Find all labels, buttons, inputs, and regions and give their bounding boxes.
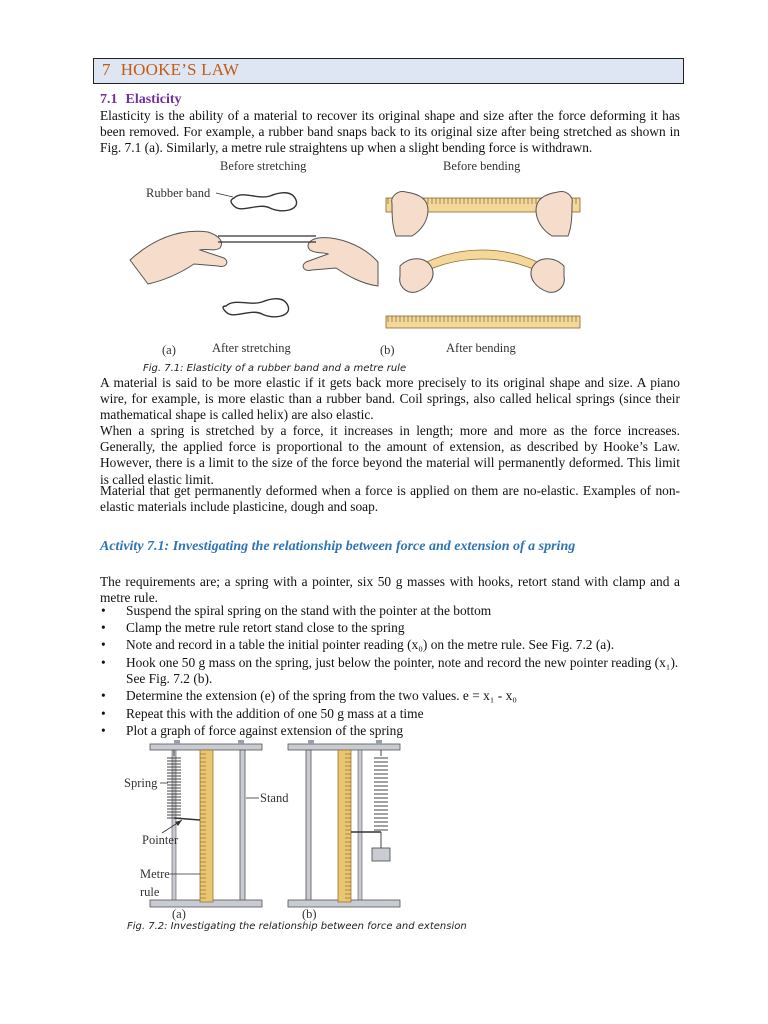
figure-7-1-caption: Fig. 7.1: Elasticity of a rubber band and a metre rule: [143, 363, 407, 374]
chapter-heading-box: [93, 58, 684, 84]
label-before-bending: Before bending: [443, 159, 521, 173]
list-item: • Plot a graph of force against extension of the spring: [101, 722, 404, 738]
bullet: •: [101, 620, 106, 636]
bullet: •: [101, 603, 106, 618]
hands-stretching-icon: [130, 231, 378, 286]
bullet: •: [101, 688, 106, 704]
spring-a-icon: [167, 750, 200, 820]
label-after-bending: After bending: [446, 341, 516, 355]
list-item: • Determine the extension (e) of the spring from the two values. e = x₁ - x₀: [101, 688, 517, 704]
list-item: • Suspend the spiral spring on the stand with the pointer at the bottom: [101, 603, 492, 618]
section-number: 7.1: [100, 92, 118, 107]
activity-steps-list: [100, 603, 680, 740]
figure-7-2: [120, 740, 420, 922]
section-heading: [100, 92, 182, 108]
rubber-band-after-icon: [223, 299, 289, 317]
label-before-stretching: Before stretching: [220, 159, 307, 173]
rubber-band-loose-icon: [231, 193, 297, 211]
list-item: • Note and record in a table the initial pointer reading (x₀) on the metre rule. See Fig. 7.2 (a).: [101, 637, 615, 653]
label-pointer: Pointer: [142, 833, 179, 847]
metre-rule-b-icon: [338, 750, 351, 902]
label-spring: Spring: [124, 776, 158, 790]
figure-7-1: [130, 156, 600, 374]
paragraph-hookes-law: When a spring is stretched by a force, it increases in length; more and more as the force increases. Generally, the applied force is proportional to the amount of extension, as described by Hooke’s Law. However, there is a limit to the size of the force beyond the material will permanently deformed. This limit is called elastic limit.: [100, 423, 680, 487]
list-item: • Clamp the metre rule retort stand close to the spring: [101, 620, 405, 636]
list-item: • Hook one 50 g mass on the spring, just below the pointer, note and record the new pointer reading (x₁). See Fig. 7.2 (b).: [101, 654, 679, 687]
bullet: •: [101, 722, 106, 738]
figure-7-2-caption: Fig. 7.2: Investigating the relationship between force and extension: [127, 921, 467, 932]
paragraph-non-elastic: Material that get permanently deformed when a force is applied on them are no-elastic. Examples of non-elastic materials include plasticine, dough and soap.: [100, 483, 680, 515]
paragraph-elasticity-definition: Elasticity is the ability of a material to recover its original shape and size after the force deforming it has been removed. For example, a rubber band snaps back to its original size after being stretched as shown in Fig. 7.1 (a). Similarly, a metre rule straightens up when a slight bending force is withdrawn.: [100, 108, 680, 156]
label-rubber-band: Rubber band: [146, 186, 211, 200]
label-fig-2b: (b): [302, 907, 317, 921]
chapter-title: [102, 60, 239, 80]
bullet: •: [101, 637, 106, 653]
label-fig-b: (b): [380, 343, 395, 357]
mass-50g-icon: [372, 848, 390, 861]
label-stand: Stand: [260, 791, 289, 805]
label-rule: rule: [140, 885, 160, 899]
list-item: • Repeat this with the addition of one 50 g mass at a time: [101, 705, 424, 721]
activity-requirements: The requirements are; a spring with a pointer, six 50 g masses with hooks, retort stand with clamp and a metre rule.: [100, 574, 680, 606]
label-metre: Metre: [140, 867, 170, 881]
section-title: Elasticity: [125, 92, 182, 107]
rubber-band-stretched-icon: [218, 236, 316, 242]
metre-rule-a-icon: [200, 750, 213, 902]
spring-b-icon: [351, 750, 388, 848]
paragraph-elastic-materials: A material is said to be more elastic if it gets back more precisely to its original shape and size. A piano wire, for example, is more elastic than a rubber band. Coil springs, also called helical springs (since their mathematical shape is called helix) are also elastic.: [100, 375, 680, 423]
hands-bending-icon: [400, 259, 565, 293]
label-fig-2a: (a): [172, 907, 186, 921]
bullet: •: [101, 705, 106, 721]
label-after-stretching: After stretching: [212, 341, 291, 355]
label-fig-a: (a): [162, 343, 176, 357]
chapter-title-text: HOOKE’S LAW: [120, 60, 240, 79]
chapter-number: 7: [102, 60, 111, 79]
bullet: •: [101, 654, 106, 670]
metre-rule-after-icon: [386, 316, 580, 328]
activity-heading: Activity 7.1: Investigating the relationship between force and extension of a spring: [100, 539, 576, 554]
